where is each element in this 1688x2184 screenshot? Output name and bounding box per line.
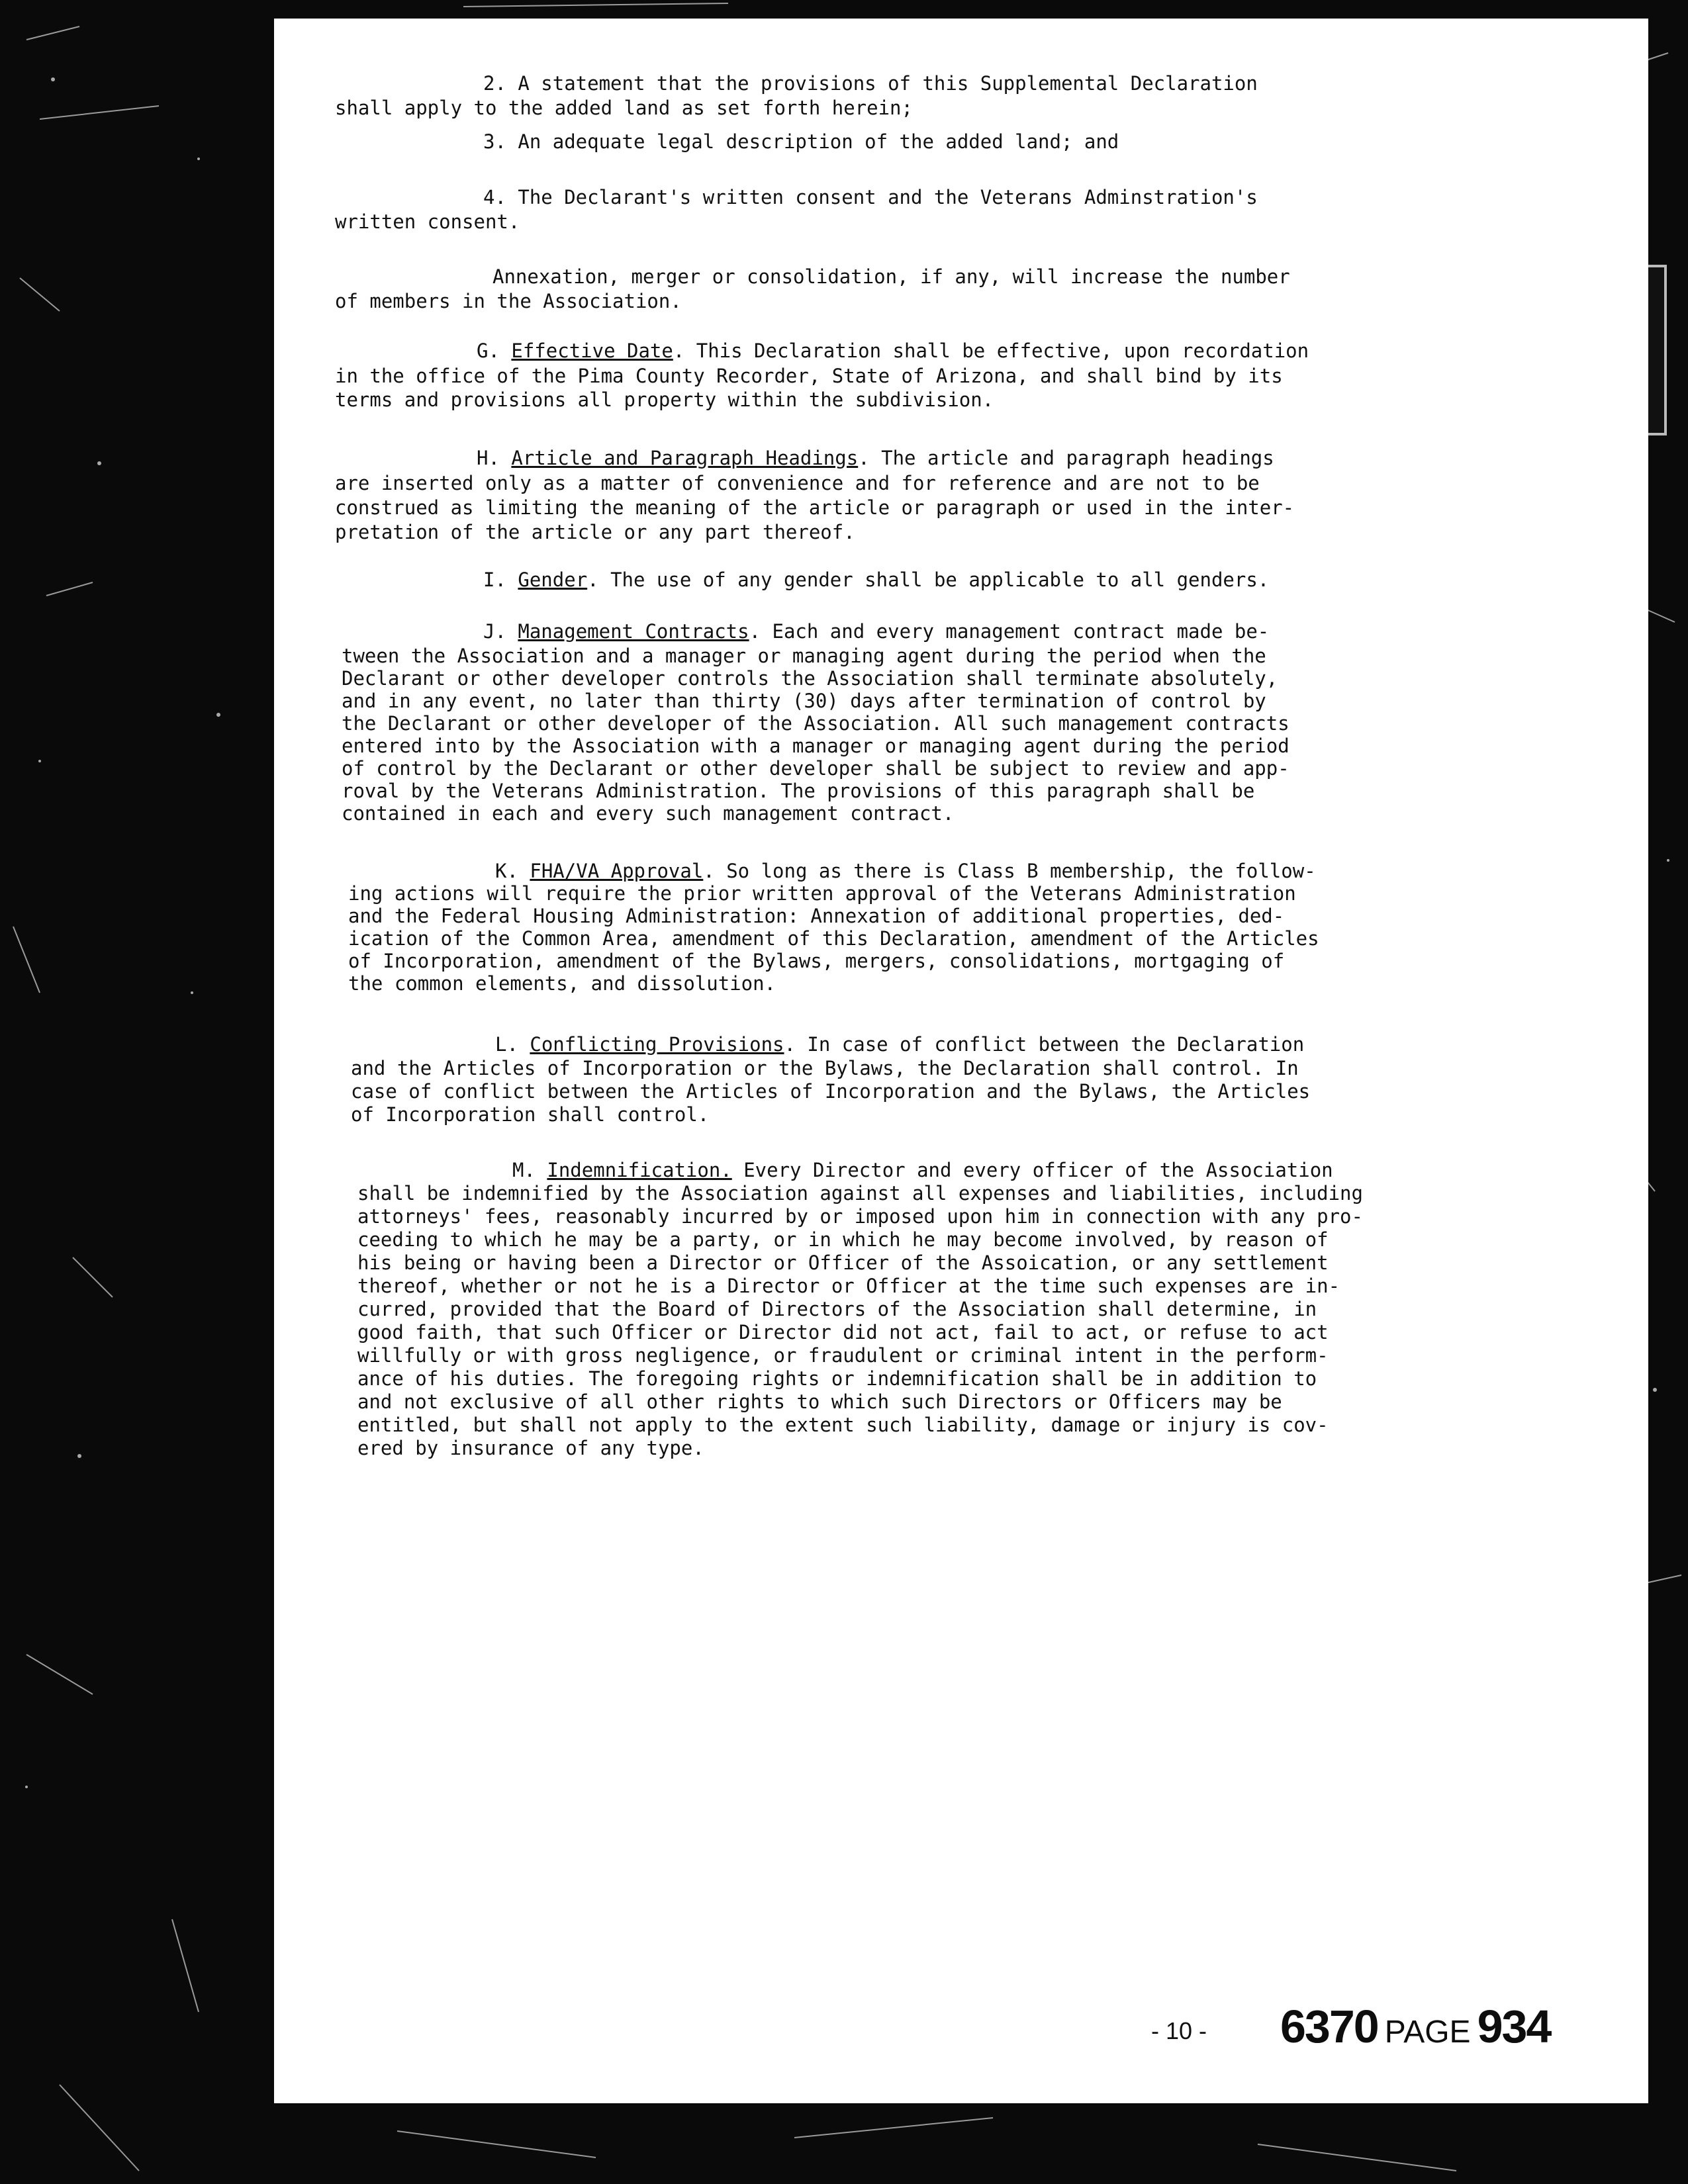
section-heading: Conflicting Provisions [530, 1033, 784, 1056]
text-segment: I. [483, 569, 518, 591]
section-m-line [357, 1228, 1329, 1252]
text-segment: . The article and paragraph headings [858, 447, 1274, 469]
text-segment: L. [495, 1033, 530, 1056]
section-m-line [357, 1205, 1363, 1229]
text-segment: case of conflict between the Articles of Incorporation and the Bylaws, the Articles [351, 1080, 1311, 1103]
text-segment: ication of the Common Area, amendment of this Declaration, amendment of the Articles [348, 927, 1319, 950]
text-segment: ing actions will require the prior written approval of the Veterans Administration [348, 882, 1296, 905]
section-j-line [342, 734, 1289, 758]
section-m-line [357, 1390, 1282, 1414]
item-4-line [483, 185, 1258, 210]
section-g-line [477, 339, 1309, 363]
item-2-line [483, 71, 1258, 96]
annexation-line [492, 265, 1290, 289]
text-segment: 4. The Declarant's written consent and the Veterans Adminstration's [483, 186, 1258, 208]
page-number: - 10 - [1151, 2017, 1207, 2044]
section-heading: FHA/VA Approval [530, 860, 704, 882]
text-segment: and in any event, no later than thirty (30) days after termination of control by [342, 690, 1266, 712]
section-h-line [335, 471, 1260, 496]
section-i-line [483, 568, 1269, 592]
text-segment: ceeding to which he may be a party, or in which he may become involved, by reason of [357, 1228, 1329, 1251]
text-segment: and the Federal Housing Administration: Annexation of additional properties, ded- [348, 905, 1285, 927]
text-segment: the Declarant or other developer of the Association. All such management contracts [342, 712, 1289, 735]
section-k-line [348, 972, 776, 996]
section-h-line [335, 496, 1294, 520]
text-segment: . Each and every management contract made be- [749, 620, 1270, 643]
text-segment: written consent. [335, 210, 520, 233]
text-segment: of members in the Association. [335, 290, 682, 312]
annexation-line [335, 289, 682, 314]
book-number: 6370 [1280, 2001, 1378, 2052]
document-page [274, 19, 1648, 2103]
section-m-line [357, 1181, 1363, 1206]
text-segment: entitled, but shall not apply to the extent such liability, damage or injury is cov- [357, 1414, 1329, 1436]
text-segment: M. [512, 1159, 547, 1181]
text-segment: roval by the Veterans Administration. The provisions of this paragraph shall be [342, 780, 1255, 802]
text-segment: the common elements, and dissolution. [348, 972, 776, 995]
section-j-line [342, 756, 1289, 781]
section-h-line [477, 446, 1274, 471]
text-segment: Declarant or other developer controls the Association shall terminate absolutely, [342, 667, 1278, 690]
text-segment: J. [483, 620, 518, 643]
section-l-line [351, 1103, 709, 1127]
section-k-line [495, 859, 1316, 884]
section-heading: Article and Paragraph Headings [511, 447, 859, 469]
text-segment: construed as limiting the meaning of the article or paragraph or used in the inter- [335, 496, 1295, 519]
text-segment: . In case of conflict between the Declaration [784, 1033, 1305, 1056]
text-segment: Annexation, merger or consolidation, if any, will increase the number [492, 265, 1290, 288]
text-segment: K. [495, 860, 530, 882]
text-segment: . So long as there is Class B membership, the follow- [703, 860, 1316, 882]
text-segment: . This Declaration shall be effective, upon recordation [673, 340, 1309, 362]
section-j-line [342, 711, 1289, 736]
text-segment: in the office of the Pima County Recorder, State of Arizona, and shall bind by its [335, 365, 1283, 387]
text-segment: of Incorporation shall control. [351, 1103, 710, 1126]
section-m-line [357, 1367, 1317, 1391]
text-segment: and the Articles of Incorporation or the Bylaws, the Declaration shall control. In [351, 1057, 1299, 1079]
text-segment: and not exclusive of all other rights to which such Directors or Officers may be [357, 1390, 1282, 1413]
section-m-line [357, 1274, 1340, 1298]
text-segment: thereof, whether or not he is a Director or Officer at the time such expenses are in- [357, 1275, 1340, 1297]
section-m-line [357, 1320, 1329, 1345]
item-2-line [335, 96, 913, 120]
section-heading: Gender [518, 569, 588, 591]
section-m-line [357, 1251, 1329, 1275]
text-segment: of Incorporation, amendment of the Bylaws, mergers, consolidations, mortgaging of [348, 950, 1285, 972]
section-j-line [342, 779, 1254, 803]
text-segment: contained in each and every such management contract. [342, 802, 955, 825]
section-k-line [348, 904, 1284, 929]
section-l-line [351, 1079, 1310, 1104]
section-m-line [357, 1343, 1329, 1368]
text-segment: good faith, that such Officer or Director did not act, fail to act, or refuse to act [357, 1321, 1329, 1343]
text-segment: 2. A statement that the provisions of this Supplemental Declaration [483, 72, 1258, 95]
text-segment: entered into by the Association with a manager or managing agent during the period [342, 735, 1289, 757]
text-segment: 3. An adequate legal description of the added land; and [483, 130, 1119, 153]
section-m-line [357, 1436, 704, 1461]
section-h-line [335, 520, 855, 545]
item-4-line [335, 210, 520, 234]
section-m-line [357, 1297, 1317, 1322]
text-segment: ance of his duties. The foregoing rights or indemnification shall be in addition to [357, 1367, 1317, 1390]
section-m-line [512, 1158, 1333, 1183]
text-segment: shall apply to the added land as set forth herein; [335, 97, 913, 119]
text-segment: willfully or with gross negligence, or fraudulent or criminal intent in the perform- [357, 1344, 1329, 1367]
text-segment: ered by insurance of any type. [357, 1437, 704, 1459]
section-heading: Management Contracts [518, 620, 749, 643]
section-heading: Indemnification. [547, 1159, 732, 1181]
section-j-line [483, 619, 1269, 644]
page-label: PAGE [1384, 2015, 1471, 2050]
text-segment: H. [477, 447, 512, 469]
section-j-line [342, 644, 1266, 668]
text-segment: tween the Association and a manager or managing agent during the period when the [342, 645, 1266, 667]
text-segment: pretation of the article or any part thereof. [335, 521, 855, 543]
section-k-line [348, 927, 1319, 951]
section-g-line [335, 364, 1283, 388]
section-j-line [342, 689, 1266, 713]
item-3-line [483, 130, 1119, 154]
text-segment: attorneys' fees, reasonably incurred by or imposed upon him in connection with any pro- [357, 1205, 1363, 1228]
text-segment: of control by the Declarant or other developer shall be subject to review and app- [342, 757, 1289, 780]
text-segment: his being or having been a Director or Officer of the Assoication, or any settlement [357, 1251, 1329, 1274]
section-g-line [335, 388, 994, 412]
section-j-line [342, 666, 1278, 691]
text-segment: are inserted only as a matter of convenience and for reference and are not to be [335, 472, 1260, 494]
book-page-number: 934 [1477, 2001, 1551, 2052]
text-segment: terms and provisions all property within the subdivision. [335, 388, 994, 411]
section-j-line [342, 801, 954, 826]
text-segment: . The use of any gender shall be applicable to all genders. [587, 569, 1270, 591]
section-k-line [348, 882, 1296, 906]
section-l-line [351, 1056, 1299, 1081]
text-segment: G. [477, 340, 512, 362]
text-segment: shall be indemnified by the Association against all expenses and liabilities, including [357, 1182, 1363, 1205]
section-heading: Effective Date [511, 340, 673, 362]
section-m-line [357, 1413, 1329, 1437]
text-segment: Every Director and every officer of the Association [731, 1159, 1333, 1181]
section-k-line [348, 949, 1284, 974]
text-segment: curred, provided that the Board of Directors of the Association shall determine, in [357, 1298, 1317, 1320]
book-page-stamp [1280, 2000, 1550, 2053]
section-l-line [495, 1032, 1304, 1057]
